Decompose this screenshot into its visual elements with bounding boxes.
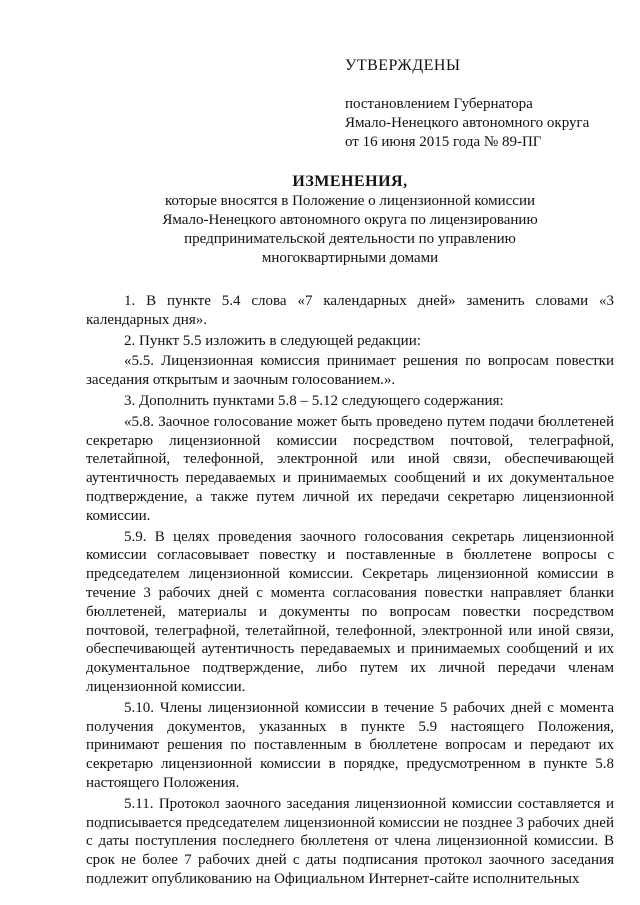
paragraph-2: 2. Пункт 5.5 изложить в следующей редакции: — [124, 332, 421, 349]
paragraph-5-11: 5.11. Протокол заочного заседания лицензионной комиссии составляется и подписывается председателем лицензионной комиссии не позднее 3 рабочих дней с даты поступления последнего бюллетеня от члена лицензионной комиссии. В срок не более 7 рабочих дней с даты подписания протокол заочного заседания подлежит опубликованию на Официальном Интернет-сайте исполнительных — [86, 795, 614, 887]
document-title-block — [90, 172, 610, 268]
approval-line-1: постановлением Губернатора — [345, 96, 533, 112]
title-line-1: которые вносятся в Положение о лицензионной комиссии — [164, 193, 535, 209]
title-line-3: предпринимательской деятельности по управлению — [184, 231, 516, 247]
paragraph-4: 3. Дополнить пунктами 5.8 – 5.12 следующего содержания: — [124, 392, 504, 409]
paragraph-5-9: 5.9. В целях проведения заочного голосования секретарь лицензионной комиссии согласовывает повестку и поставленные в бюллетене вопросы с председателем лицензионной комиссии. Секретарь лицензионной комиссии в течение 3 рабочих дней с момента согласования повестки направляет бланки бюллетеней, материалы и документы по вопросам повестки посредством почтовой, телеграфной, телетайпной, телефонной, электронной или иной связи, обеспечивающей аутентичность передаваемых и принимаемых сообщений и их документальное подтверждение, либо путем их личной передачи членам лицензионной комиссии. — [86, 528, 614, 695]
approved-heading: УТВЕРЖДЕНЫ — [345, 57, 461, 74]
approval-stamp-block — [345, 56, 625, 152]
paragraph-5-10: 5.10. Члены лицензионной комиссии в течение 5 рабочих дней с момента получения документов, указанных в пункте 5.9 настоящего Положения, принимают решения по поставленным в бюллетене вопросам и передают их секретарю лицензионной комиссии в порядке, предусмотренном в пункте 5.8 настоящего Положения. — [86, 699, 614, 791]
approval-line-3: от 16 июня 2015 года № 89-ПГ — [345, 134, 542, 150]
document-title: ИЗМЕНЕНИЯ, — [292, 173, 408, 190]
approval-line-2: Ямало-Ненецкого автономного округа — [345, 115, 590, 131]
paragraph-5-8: «5.8. Заочное голосование может быть проведено путем подачи бюллетеней секретарю лицензионной комиссии посредством почтовой, телеграфной, телетайпной, телефонной, электронной или иной связи, обеспечивающей аутентичность передаваемых и принимаемых сообщений и их документальное подтверждение, а также путем личной их передачи секретарю лицензионной комиссии. — [86, 413, 614, 524]
paragraph-3: «5.5. Лицензионная комиссия принимает решения по вопросам повестки заседания открытым и заочным голосованием.». — [86, 353, 614, 389]
document-body — [86, 292, 614, 891]
title-line-2: Ямало-Ненецкого автономного округа по лицензированию — [162, 212, 538, 228]
paragraph-1: 1. В пункте 5.4 слова «7 календарных дней» заменить словами «3 календарных дня». — [86, 293, 614, 328]
title-line-4: многоквартирными домами — [261, 250, 439, 266]
